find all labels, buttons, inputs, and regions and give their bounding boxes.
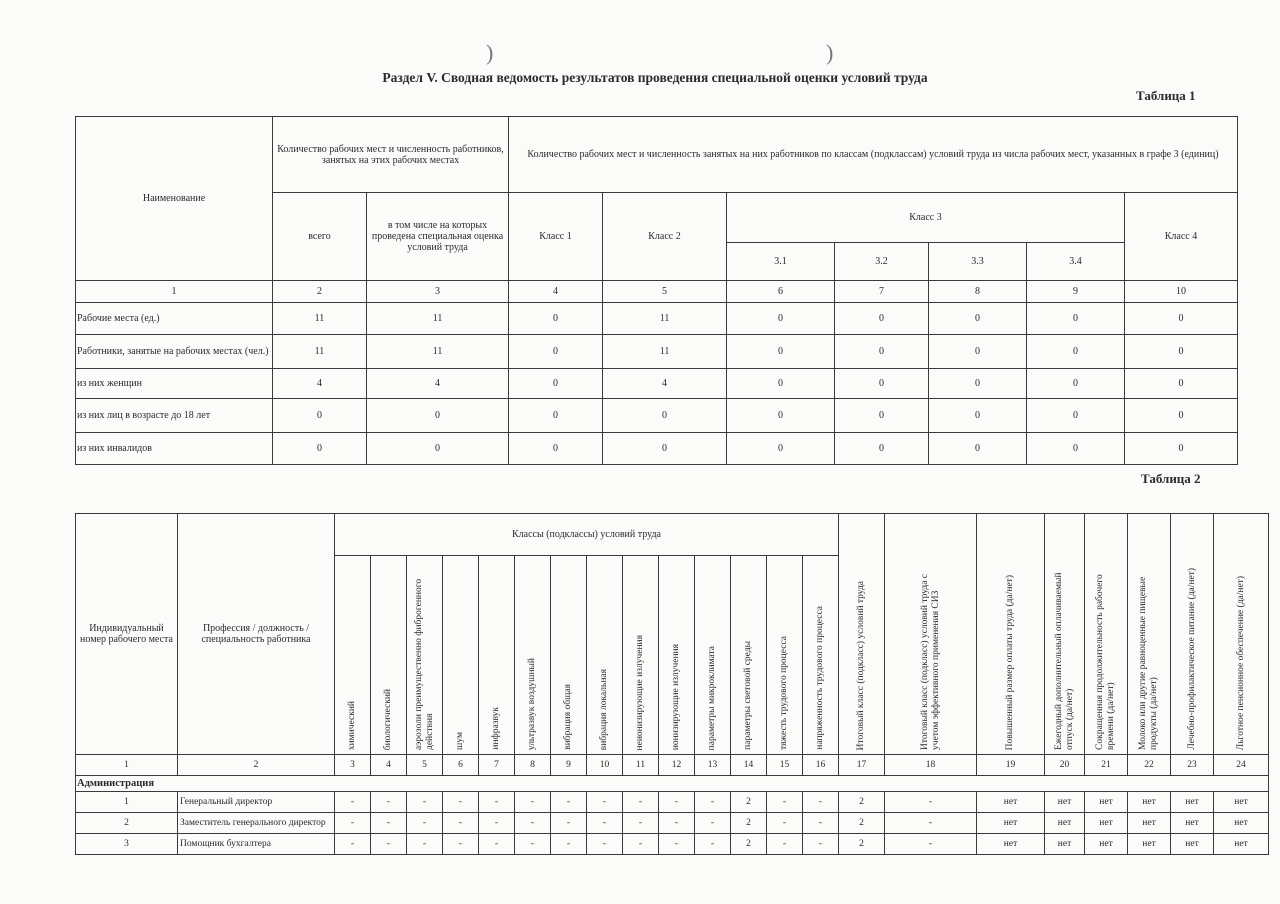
t2-row-profession: Заместитель генерального директор (178, 813, 335, 834)
t2-col-number: 21 (1085, 755, 1128, 776)
t1-cell: 0 (1125, 369, 1238, 399)
t2-cell: - (371, 813, 407, 834)
t2-col-number: 7 (479, 755, 515, 776)
t1-row-name: из них женщин (76, 369, 273, 399)
t1-cell: 0 (509, 335, 603, 369)
t2-cell: - (407, 834, 443, 855)
t2-cell: нет (1045, 834, 1085, 855)
t2-col-number: 15 (767, 755, 803, 776)
t2-cell: - (767, 834, 803, 855)
t2-cell: - (551, 834, 587, 855)
t1-cell: 0 (727, 335, 835, 369)
t1-cell: 0 (835, 399, 929, 433)
t2-col-number: 20 (1045, 755, 1085, 776)
t2-cell: - (803, 813, 839, 834)
t2-section-row (76, 776, 1269, 792)
t2-cell: нет (977, 813, 1045, 834)
t2-cell: - (515, 834, 551, 855)
t2-header-extra: Лечебно-профилактическое питание (да/нет) (1171, 514, 1214, 755)
t1-cell: 0 (835, 303, 929, 335)
t2-cell: - (443, 813, 479, 834)
t1-cell: 0 (509, 369, 603, 399)
t2-cell: - (695, 813, 731, 834)
t1-cell: 0 (603, 399, 727, 433)
t1-cell: 0 (929, 399, 1027, 433)
t2-cell: - (587, 813, 623, 834)
t2-col-number: 14 (731, 755, 767, 776)
t2-cell: - (335, 792, 371, 813)
t1-col-number: 10 (1125, 281, 1238, 303)
t1-header-classes-group: Количество рабочих мест и численность занятых на них работников по классам (подклассам) условий труда из числа рабочих мест, указанных в графе 3 (единиц) (509, 117, 1238, 193)
t2-cell: - (623, 834, 659, 855)
t1-header-3-3: 3.3 (929, 243, 1027, 281)
t2-header-extra: Сокращенная продолжительность рабочего времени (да/нет) (1085, 514, 1128, 755)
t1-cell: 0 (1027, 433, 1125, 465)
t2-cell: - (587, 792, 623, 813)
t2-cell: - (371, 834, 407, 855)
t2-cell: - (803, 792, 839, 813)
t1-cell: 0 (929, 303, 1027, 335)
t2-cell: - (623, 792, 659, 813)
t2-col-number: 6 (443, 755, 479, 776)
t1-cell: 0 (835, 433, 929, 465)
t2-col-number: 8 (515, 755, 551, 776)
summary-table-2 (75, 513, 1269, 855)
t1-cell: 0 (727, 433, 835, 465)
t1-cell: 0 (1027, 369, 1125, 399)
t1-cell: 0 (929, 369, 1027, 399)
t1-col-number: 5 (603, 281, 727, 303)
t1-cell: 11 (603, 335, 727, 369)
table1-label: Таблица 1 (1136, 88, 1196, 103)
t2-cell: - (767, 813, 803, 834)
t1-header-3-1: 3.1 (727, 243, 835, 281)
t2-col-number: 1 (76, 755, 178, 776)
t1-cell: 0 (1125, 399, 1238, 433)
t2-col-number: 16 (803, 755, 839, 776)
t2-header-factor: биологический (371, 556, 407, 755)
t2-cell: 2 (839, 792, 885, 813)
t1-row-name: из них лиц в возрасте до 18 лет (76, 399, 273, 433)
t1-header-total: всего (273, 193, 367, 281)
t2-header-factor: неионизирующие излучения (623, 556, 659, 755)
t1-row (76, 303, 1238, 335)
t2-cell: нет (1171, 834, 1214, 855)
t2-column-numbers (76, 755, 1269, 776)
t2-header-factor: инфразвук (479, 556, 515, 755)
t1-cell: 0 (509, 303, 603, 335)
t2-cell: нет (1085, 834, 1128, 855)
t2-col-number: 10 (587, 755, 623, 776)
t1-row-name: Работники, занятые на рабочих местах (чел.) (76, 335, 273, 369)
t2-header-extra: Льготное пенсионное обеспечение (да/нет) (1214, 514, 1269, 755)
t1-row-name: Рабочие места (ед.) (76, 303, 273, 335)
t2-cell: - (803, 834, 839, 855)
t1-col-number: 3 (367, 281, 509, 303)
t2-cell: - (551, 792, 587, 813)
t1-cell: 0 (835, 335, 929, 369)
t1-cell: 11 (603, 303, 727, 335)
t1-cell: 0 (835, 369, 929, 399)
t2-cell: - (885, 834, 977, 855)
t2-cell: нет (1045, 813, 1085, 834)
t1-cell: 0 (509, 399, 603, 433)
t2-row-id: 1 (76, 792, 178, 813)
t2-cell: 2 (731, 792, 767, 813)
t2-cell: - (335, 834, 371, 855)
t1-cell: 11 (273, 335, 367, 369)
t2-cell: - (623, 813, 659, 834)
t2-header-factor: ионизирующие излучения (659, 556, 695, 755)
t1-header-count-group: Количество рабочих мест и численность работников, занятых на этих рабочих местах (273, 117, 509, 193)
t2-cell: нет (1214, 792, 1269, 813)
t1-row-name: из них инвалидов (76, 433, 273, 465)
t2-cell: - (885, 792, 977, 813)
t2-cell: нет (1214, 834, 1269, 855)
t1-col-number: 1 (76, 281, 273, 303)
t2-cell: - (885, 813, 977, 834)
t2-header-profession: Профессия / должность / специальность работника (178, 514, 335, 755)
t2-row (76, 792, 1269, 813)
scan-mark-right: ) (826, 40, 834, 65)
t1-col-number: 7 (835, 281, 929, 303)
t1-cell: 4 (367, 369, 509, 399)
t2-col-number: 24 (1214, 755, 1269, 776)
t2-header-classes-group: Классы (подклассы) условий труда (335, 514, 839, 556)
t2-header-factor: шум (443, 556, 479, 755)
t2-col-number: 18 (885, 755, 977, 776)
t2-col-number: 19 (977, 755, 1045, 776)
t1-row (76, 335, 1238, 369)
t1-cell: 11 (367, 303, 509, 335)
t2-col-number: 23 (1171, 755, 1214, 776)
t1-row (76, 399, 1238, 433)
t2-col-number: 2 (178, 755, 335, 776)
t1-cell: 0 (1125, 433, 1238, 465)
t2-cell: 2 (731, 813, 767, 834)
t2-col-number: 5 (407, 755, 443, 776)
t2-cell: 2 (839, 834, 885, 855)
t1-header-class4: Класс 4 (1125, 193, 1238, 281)
t2-cell: нет (1128, 834, 1171, 855)
t2-cell: - (659, 792, 695, 813)
t1-col-number: 2 (273, 281, 367, 303)
t2-header-factor: ультразвук воздушный (515, 556, 551, 755)
t2-cell: 2 (839, 813, 885, 834)
t2-col-number: 3 (335, 755, 371, 776)
t2-cell: нет (1171, 813, 1214, 834)
t1-cell: 11 (367, 335, 509, 369)
t2-cell: - (479, 834, 515, 855)
t2-cell: - (479, 813, 515, 834)
t1-row (76, 433, 1238, 465)
t1-cell: 0 (603, 433, 727, 465)
t2-cell: - (407, 792, 443, 813)
section-title: Администрация (76, 776, 1269, 792)
t2-col-number: 22 (1128, 755, 1171, 776)
t2-cell: нет (1214, 813, 1269, 834)
t1-cell: 0 (727, 399, 835, 433)
t2-cell: - (695, 792, 731, 813)
t1-cell: 0 (1027, 399, 1125, 433)
t1-header-3-4: 3.4 (1027, 243, 1125, 281)
t2-header-factor: вибрация общая (551, 556, 587, 755)
t2-header-final-siz: Итоговый класс (подкласс) условий труда с учетом эффективного применения СИЗ (885, 514, 977, 755)
t2-col-number: 17 (839, 755, 885, 776)
t1-col-number: 4 (509, 281, 603, 303)
t1-header-name: Наименование (76, 117, 273, 281)
t2-cell: - (515, 813, 551, 834)
t1-cell: 0 (273, 433, 367, 465)
t2-cell: - (767, 792, 803, 813)
t2-header-extra: Молоко или другие равноценные пищевые продукты (да/нет) (1128, 514, 1171, 755)
table2-label: Таблица 2 (1141, 471, 1201, 486)
t2-row-id: 2 (76, 813, 178, 834)
t1-cell: 0 (1027, 303, 1125, 335)
t1-row (76, 369, 1238, 399)
t1-cell: 0 (929, 335, 1027, 369)
t1-cell: 0 (1027, 335, 1125, 369)
t1-cell: 0 (1125, 303, 1238, 335)
t1-cell: 0 (367, 433, 509, 465)
t2-cell: - (479, 792, 515, 813)
t1-header-class1: Класс 1 (509, 193, 603, 281)
t2-cell: - (551, 813, 587, 834)
summary-table-1 (75, 116, 1238, 465)
scan-mark-left: ) (486, 40, 494, 65)
t2-row-profession: Помощник бухгалтера (178, 834, 335, 855)
t1-cell: 4 (273, 369, 367, 399)
t1-header-assessed: в том числе на которых проведена специальная оценка условий труда (367, 193, 509, 281)
page-title: Раздел V. Сводная ведомость результатов проведения специальной оценки условий труда (382, 70, 928, 85)
t2-cell: нет (1128, 792, 1171, 813)
t2-cell: 2 (731, 834, 767, 855)
t1-header-class2: Класс 2 (603, 193, 727, 281)
t1-column-numbers (76, 281, 1238, 303)
t2-header-factor: аэрозоли преимущественно фиброгенного действия (407, 556, 443, 755)
t1-col-number: 6 (727, 281, 835, 303)
t2-header-factor: параметры световой среды (731, 556, 767, 755)
t1-cell: 0 (727, 303, 835, 335)
t2-col-number: 9 (551, 755, 587, 776)
t1-cell: 11 (273, 303, 367, 335)
t2-col-number: 11 (623, 755, 659, 776)
t1-col-number: 9 (1027, 281, 1125, 303)
t2-header-final: Итоговый класс (подкласс) условий труда (839, 514, 885, 755)
t2-cell: нет (977, 834, 1045, 855)
t2-row-id: 3 (76, 834, 178, 855)
t2-cell: - (407, 813, 443, 834)
t1-header-3-2: 3.2 (835, 243, 929, 281)
t2-header-factor: химический (335, 556, 371, 755)
t2-col-number: 13 (695, 755, 731, 776)
t1-cell: 4 (603, 369, 727, 399)
t2-header-factor: параметры микроклимата (695, 556, 731, 755)
t1-header-class3: Класс 3 (727, 193, 1125, 243)
t1-col-number: 8 (929, 281, 1027, 303)
t2-cell: - (443, 834, 479, 855)
t2-col-number: 4 (371, 755, 407, 776)
t2-cell: нет (1128, 813, 1171, 834)
t2-cell: - (659, 813, 695, 834)
t2-row (76, 834, 1269, 855)
t2-cell: нет (1085, 813, 1128, 834)
t2-cell: нет (1085, 792, 1128, 813)
t2-header-factor: вибрация локальная (587, 556, 623, 755)
t2-cell: - (443, 792, 479, 813)
t1-cell: 0 (273, 399, 367, 433)
t2-cell: - (335, 813, 371, 834)
t1-cell: 0 (1125, 335, 1238, 369)
t1-cell: 0 (929, 433, 1027, 465)
t2-col-number: 12 (659, 755, 695, 776)
t2-row-profession: Генеральный директор (178, 792, 335, 813)
t2-cell: - (695, 834, 731, 855)
t1-cell: 0 (509, 433, 603, 465)
t2-cell: нет (977, 792, 1045, 813)
t2-cell: - (659, 834, 695, 855)
t1-cell: 0 (367, 399, 509, 433)
t2-header-id: Индивидуальный номер рабочего места (76, 514, 178, 755)
t2-row (76, 813, 1269, 834)
t2-cell: - (587, 834, 623, 855)
t2-header-factor: тяжесть трудового процесса (767, 556, 803, 755)
t2-cell: - (515, 792, 551, 813)
t2-cell: нет (1171, 792, 1214, 813)
t2-cell: нет (1045, 792, 1085, 813)
t2-cell: - (371, 792, 407, 813)
t2-header-factor: напряженность трудового процесса (803, 556, 839, 755)
t1-cell: 0 (727, 369, 835, 399)
t2-header-extra: Повышенный размер оплаты труда (да/нет) (977, 514, 1045, 755)
t2-header-extra: Ежегодный дополнительный оплачиваемый отпуск (да/нет) (1045, 514, 1085, 755)
